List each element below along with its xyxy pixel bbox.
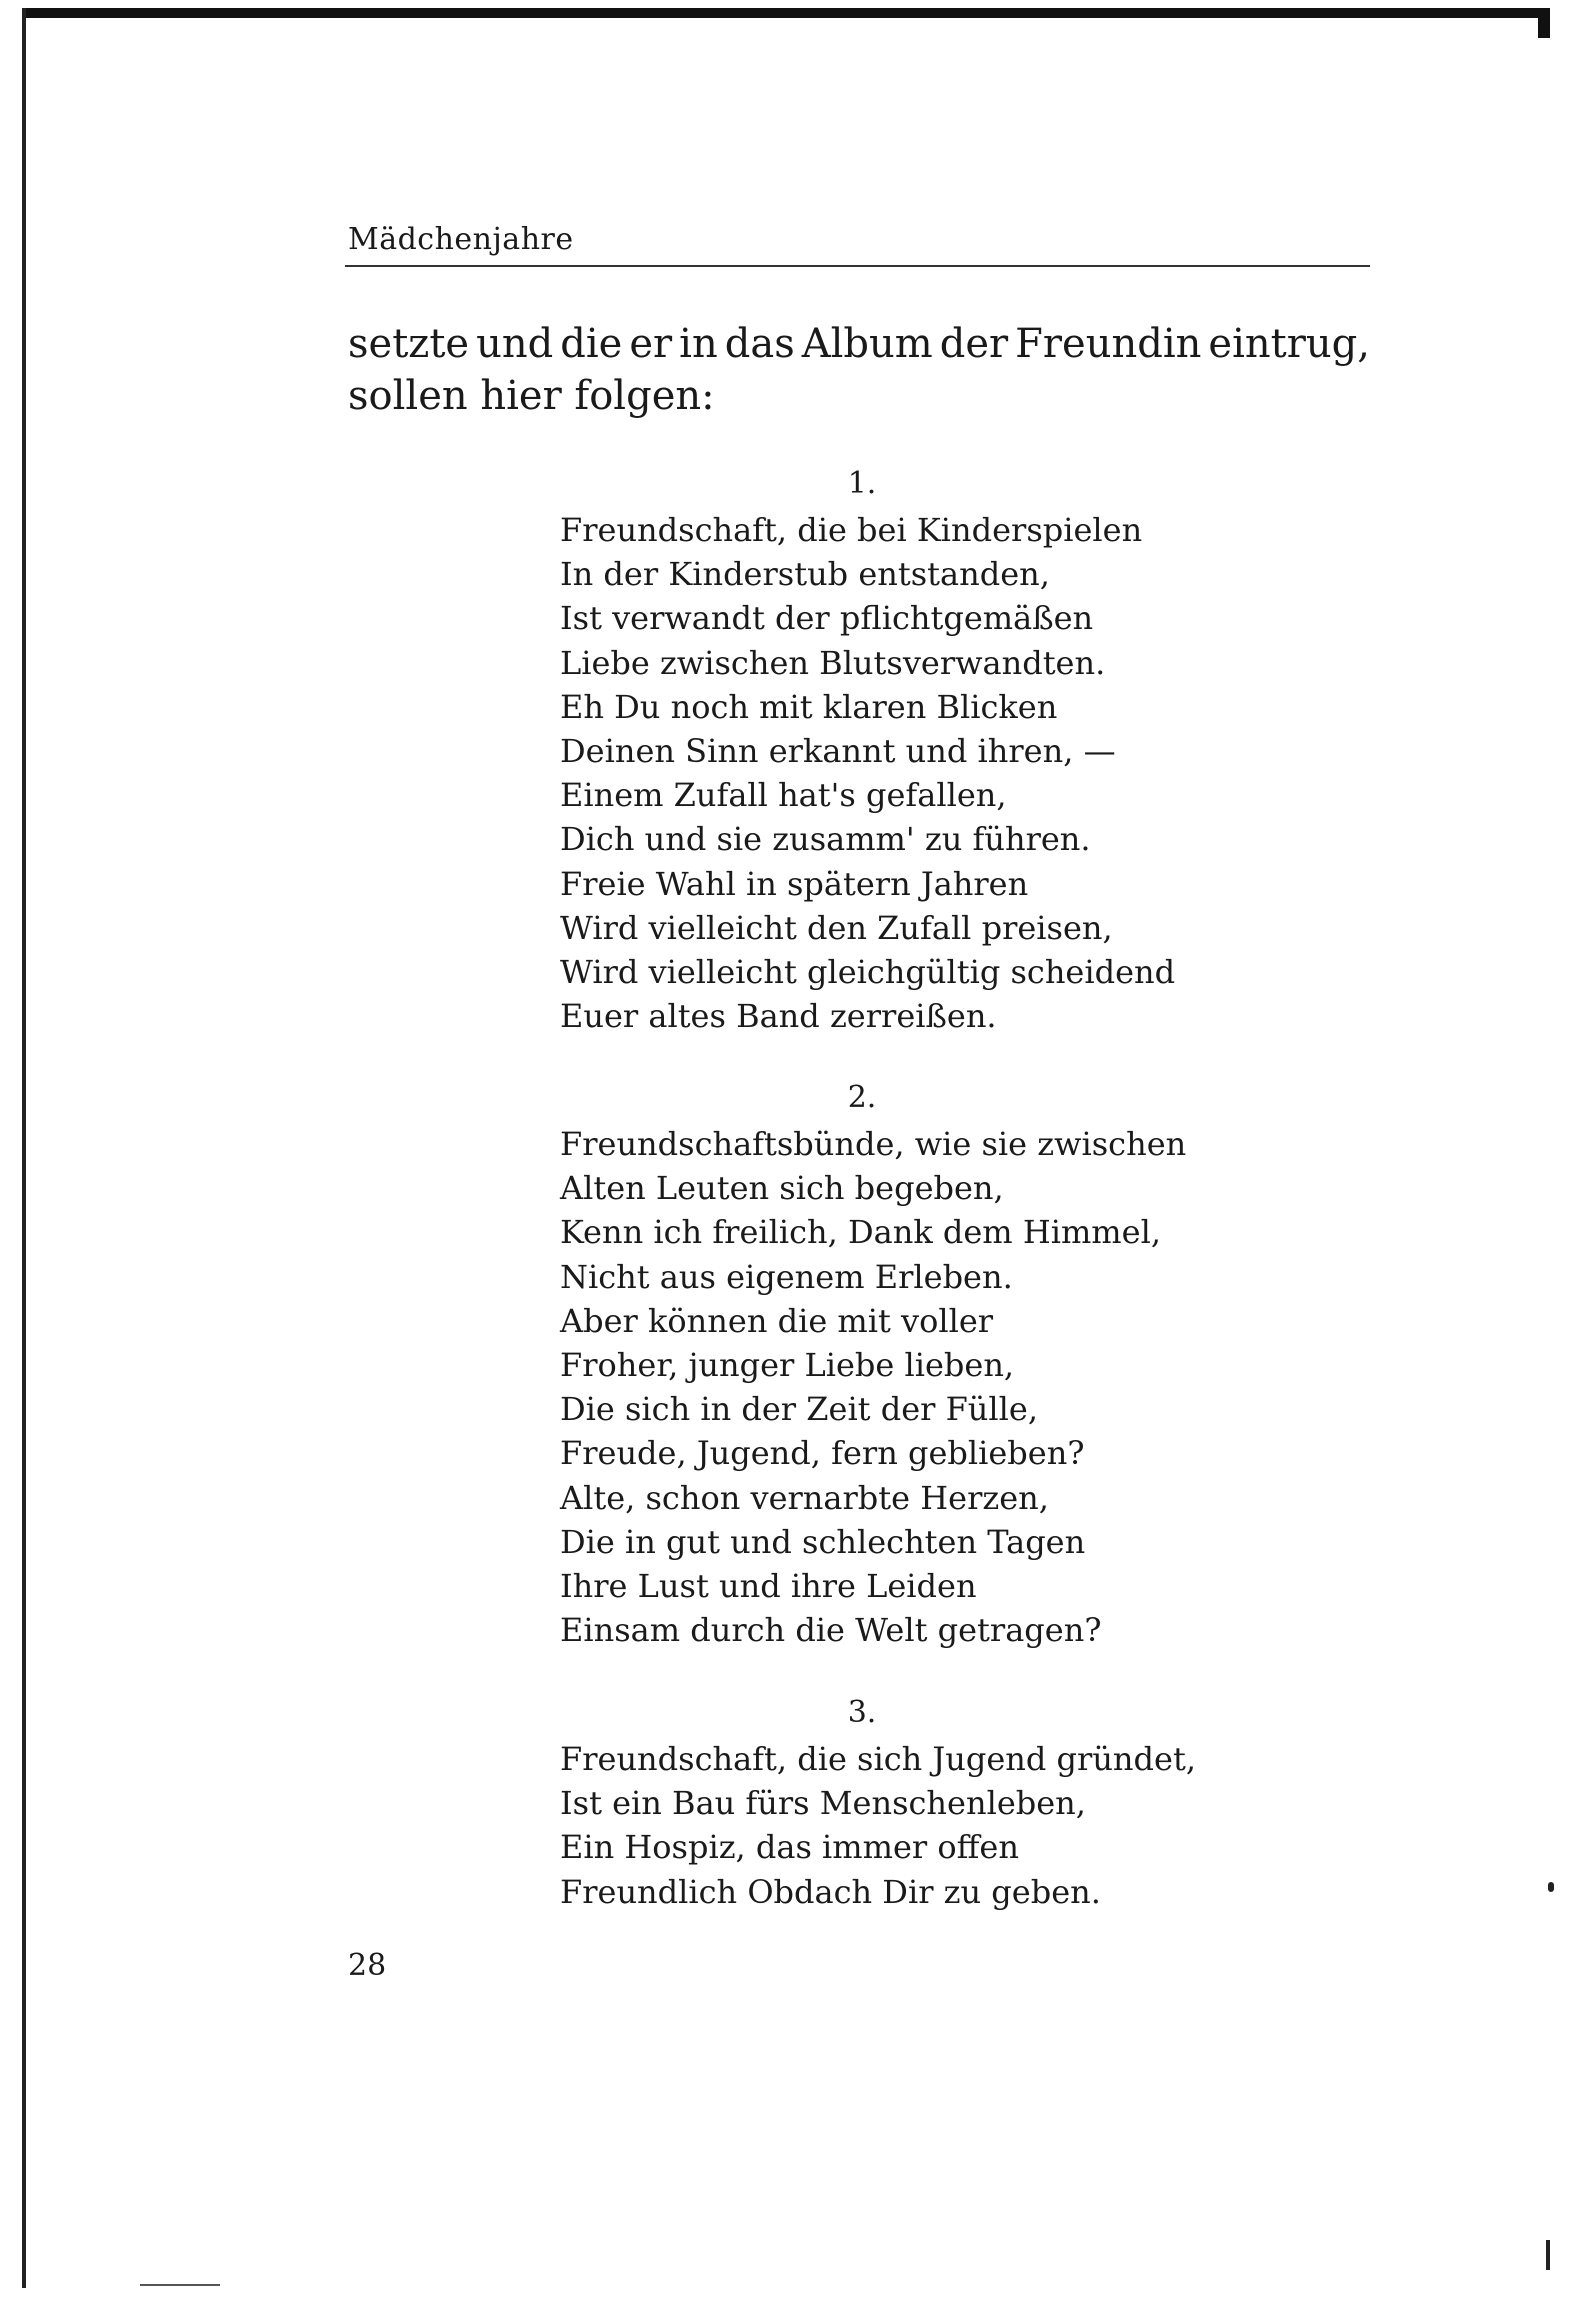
prose-word: setzte (348, 321, 470, 367)
prose-line-2: sollen hier folgen: (348, 373, 715, 419)
verse-line: Aber können die mit voller (560, 1301, 994, 1340)
prose-word: Freundin (1015, 321, 1202, 367)
verse-line: Freundschaft, die bei Kinderspielen (560, 511, 1143, 549)
stanza-number-2: 2. (847, 1080, 877, 1115)
verse-line: Freude, Jugend, fern geblieben? (560, 1434, 1085, 1473)
header-rule (345, 265, 1370, 267)
prose-word: das (724, 321, 795, 367)
prose-word: die (560, 321, 623, 367)
stanza-3 (560, 1737, 1196, 1914)
verse-line: Eh Du noch mit klaren Blicken (560, 687, 1058, 726)
verse-line: Dich und sie zusamm' zu führen. (560, 820, 1091, 859)
verse-line: Alte, schon vernarbte Herzen, (560, 1478, 1049, 1517)
prose-word: in (679, 321, 718, 367)
verse-line: Die in gut und schlechten Tagen (560, 1522, 1086, 1561)
verse-line: Ein Hospiz, das immer offen (560, 1828, 1019, 1867)
scan-mark-bottom (140, 2284, 220, 2286)
stanza-number-1: 1. (847, 466, 877, 501)
verse-line: Nicht aus eigenem Erleben. (560, 1257, 1013, 1296)
verse-line: Ist verwandt der pflichtgemäßen (560, 599, 1094, 638)
prose-word: Album (801, 321, 933, 367)
verse-line: Liebe zwischen Blutsverwandten. (560, 643, 1106, 682)
verse-line: Wird vielleicht den Zufall preisen, (560, 908, 1113, 947)
verse-line: Alten Leuten sich begeben, (560, 1169, 1004, 1208)
verse-line: Ist ein Bau fürs Menschenleben, (560, 1784, 1086, 1823)
verse-line: Freundschaft, die sich Jugend gründet, (560, 1740, 1196, 1778)
stanza-number-3: 3. (847, 1695, 877, 1730)
verse-line: In der Kinderstub entstanden, (560, 555, 1050, 594)
verse-line: Froher, junger Liebe lieben, (560, 1345, 1015, 1384)
verse-line: Deinen Sinn erkannt und ihren, — (560, 731, 1116, 770)
verse-line: Wird vielleicht gleichgültig scheidend (560, 952, 1176, 991)
stanza-2 (560, 1122, 1186, 1652)
verse-line: Die sich in der Zeit der Fülle, (560, 1390, 1038, 1429)
scan-border-left (22, 8, 26, 2288)
verse-line: Ihre Lust und ihre Leiden (560, 1566, 977, 1605)
prose-word: er (629, 321, 673, 367)
prose-word: und (476, 321, 554, 367)
scan-dot (1548, 1882, 1554, 1892)
verse-line: Einem Zufall hat's gefallen, (560, 776, 1007, 815)
prose-paragraph (348, 318, 1370, 422)
prose-word: eintrug, (1208, 321, 1370, 367)
scan-border-top (22, 8, 1550, 18)
scan-border-corner (1538, 8, 1550, 38)
verse-line: Einsam durch die Welt getragen? (560, 1611, 1102, 1650)
stanza-1 (560, 508, 1175, 1038)
running-head: Mädchenjahre (348, 222, 574, 257)
prose-word: der (939, 321, 1009, 367)
verse-line: Freundlich Obdach Dir zu geben. (560, 1872, 1101, 1911)
verse-line: Kenn ich freilich, Dank dem Himmel, (560, 1213, 1161, 1252)
page-number: 28 (348, 1948, 387, 1983)
verse-line: Freundschaftsbünde, wie sie zwischen (560, 1125, 1187, 1163)
scan-tick (1546, 2240, 1550, 2270)
verse-line: Freie Wahl in spätern Jahren (560, 864, 1029, 903)
verse-line: Euer altes Band zerreißen. (560, 997, 997, 1036)
prose-line-1 (348, 318, 1370, 370)
